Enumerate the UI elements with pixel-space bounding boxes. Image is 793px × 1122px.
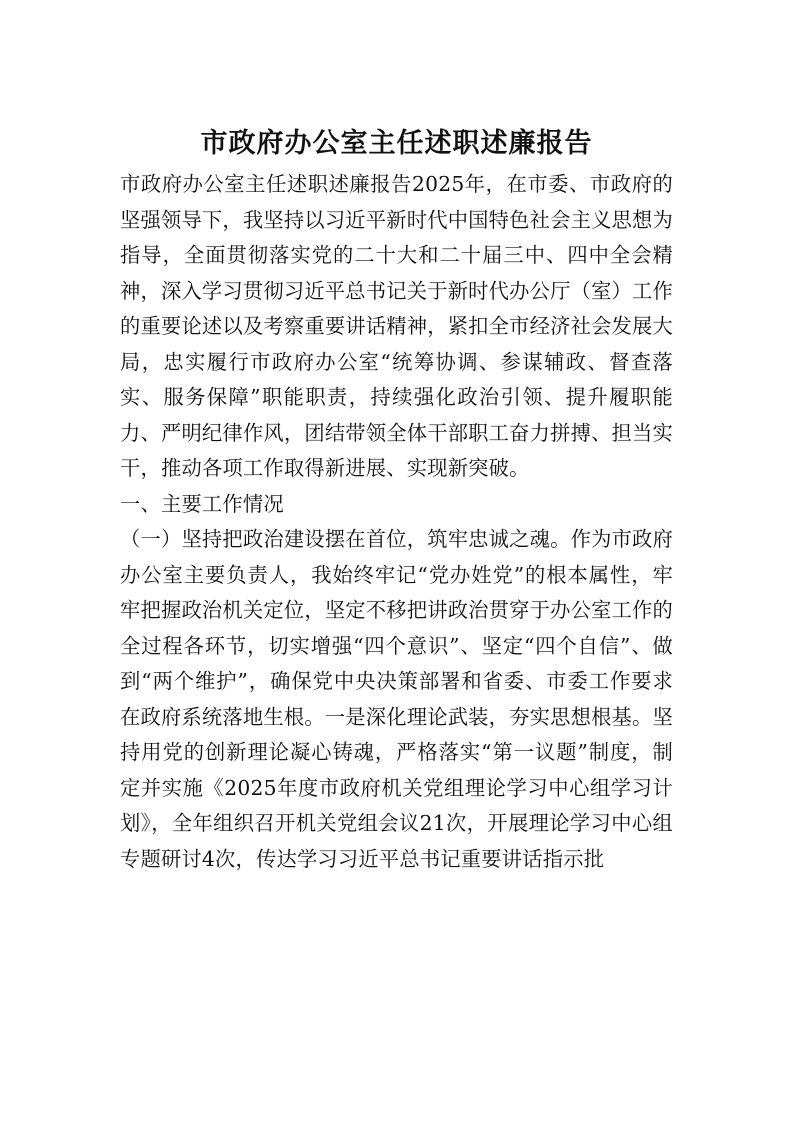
intro-paragraph: 市政府办公室主任述职述廉报告2025年，在市委、市政府的坚强领导下，我坚持以习近平新时代中国特色社会主义思想为指导，全面贯彻落实党的二十大和二十届三中、四中全会精神，深入学习贯彻习近平总书记关于新时代办公厅（室）工作的重要论述以及考察重要讲话精神，紧扣全市经济社会发展大局，忠实履行市政府办公室“统筹协调、参谋辅政、督查落实、服务保障”职能职责，持续强化政治引领、提升履职能力、严明纪律作风，团结带领全体干部职工奋力拼搏、担当实干，推动各项工作取得新进展、实现新突破。: [120, 172, 673, 480]
document-title: 市政府办公室主任述职述廉报告: [200, 128, 593, 159]
document-body: [120, 167, 673, 877]
section-heading: 一、主要工作情况: [120, 491, 284, 516]
body-paragraph: （一）坚持把政治建设摆在首位，筑牢忠诚之魂。作为市政府办公室主要负责人，我始终牢记“党办姓党”的根本属性，牢牢把握政治机关定位，坚定不移把讲政治贯穿于办公室工作的全过程各环节，切实增强“四个意识”、坚定“四个自信”、做到“两个维护”，确保党中央决策部署和省委、市委工作要求在政府系统落地生根。一是深化理论武装，夯实思想根基。坚持用党的创新理论凝心铸魂，严格落实“第一议题”制度，制定并实施《2025年度市政府机关党组理论学习中心组学习计划》，全年组织召开机关党组会议21次，开展理论学习中心组专题研讨4次，传达学习习近平总书记重要讲话指示批: [120, 527, 673, 871]
